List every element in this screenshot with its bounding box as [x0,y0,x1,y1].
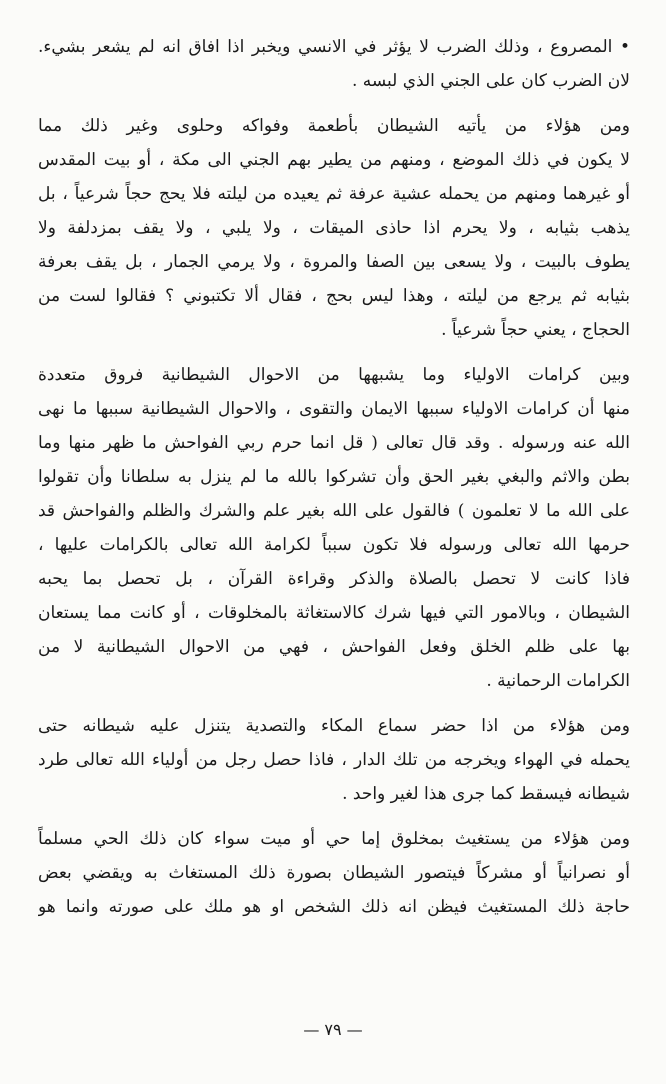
text-line: الحجاج ، يعني حجاً شرعياً . [441,320,630,340]
text-line: يذهب بثيابه ، ولا يحرم اذا حاذى الميقات ، ولا يلبي ، ولا يقف بمزدلفة ولا [38,218,630,238]
text-line: الكرامات الرحمانية . [486,671,630,691]
page-number: — ٧٩ — [303,1020,363,1039]
text-line: أو نصرانياً أو مشركاً فيتصور الشيطان بصورة ذلك المستغاث به ويقضي بعض [38,863,630,883]
text-line: لا يكون في ذلك الموضع ، ومنهم من يطير بهم الجني الى مكة ، أو بيت المقدس [38,150,630,170]
text-line: على الله ما لا تعلمون ) فالقول على الله بغير علم والشرك والظلم والفواحش قد [38,501,630,521]
text-line: الله عنه ورسوله . وقد قال تعالى ( قل انما حرم ربي الفواحش ما ظهر منها وما [38,433,630,453]
text-line: وبين كرامات الاولياء وما يشبهها من الاحوال الشيطانية فروق متعددة [38,365,630,385]
text-line: ومن هؤلاء من يستغيث بمخلوق إما حي أو ميت سواء كان ذلك الحي مسلماً [38,829,630,849]
text-line: يحمله في الهواء ويخرجه من تلك الدار ، فاذا حصل رجل من أولياء الله تعالى طرد [38,750,630,770]
text-line: بثيابه ثم يرجع من ليلته ، وهذا ليس بحج ، فقال ألا تكتبوني ؟ فقالوا لست من [38,286,630,306]
text-line: بها على ظلم الخلق وفعل الفواحش ، فهي من الاحوال الشيطانية لا من [38,637,630,657]
paragraph-2 [38,109,630,347]
page-body [38,30,630,924]
text-line: • المصروع ، وذلك الضرب لا يؤثر في الانسي ويخبر اذا افاق انه لم يشعر بشيء. [38,37,630,57]
paragraph-3 [38,358,630,698]
text-line: بطن والاثم والبغي بغير الحق وأن تشركوا بالله ما لم ينزل به سلطانا وأن تقولوا [38,467,630,487]
text-line: الشيطان ، وبالامور التي فيها شرك كالاستغاثة بالمخلوقات ، أو كانت مما يستعان [38,603,630,623]
text-line: فاذا كانت لا تحصل بالصلاة والذكر وقراءة القرآن ، بل تحصل بما يحبه [38,569,630,589]
paragraph-4 [38,709,630,811]
paragraph-5 [38,822,630,924]
text-line: شيطانه فيسقط كما جرى هذا لغير واحد . [342,784,630,804]
text-line: حرمها الله تعالى ورسوله فلا تكون سبباً لكرامة الله تعالى بالكرامات عليها ، [38,535,630,555]
text-line: لان الضرب كان على الجني الذي لبسه . [351,71,630,91]
text-line: ومن هؤلاء من اذا حضر سماع المكاء والتصدية يتنزل عليه شيطانه حتى [38,716,630,736]
text-line: أو غيرهما ومنهم من يحمله عشية عرفة ثم يعيده من ليلته فلا يحج حجاً شرعياً ، بل [38,184,630,204]
text-line: منها أن كرامات الاولياء سببها الايمان والتقوى ، والاحوال الشيطانية سببها ما نهى [38,399,630,419]
text-line: ومن هؤلاء من يأتيه الشيطان بأطعمة وفواكه وحلوى وغير ذلك مما [38,116,630,136]
paragraph-1 [38,30,630,98]
text-line: يطوف بالبيت ، ولا يسعى بين الصفا والمروة ، ولا يرمي الجمار ، بل يقف بعرفة [38,252,630,272]
text-line: حاجة ذلك المستغيث فيظن انه ذلك الشخص او هو ملك على صورته وانما هو [38,897,630,917]
